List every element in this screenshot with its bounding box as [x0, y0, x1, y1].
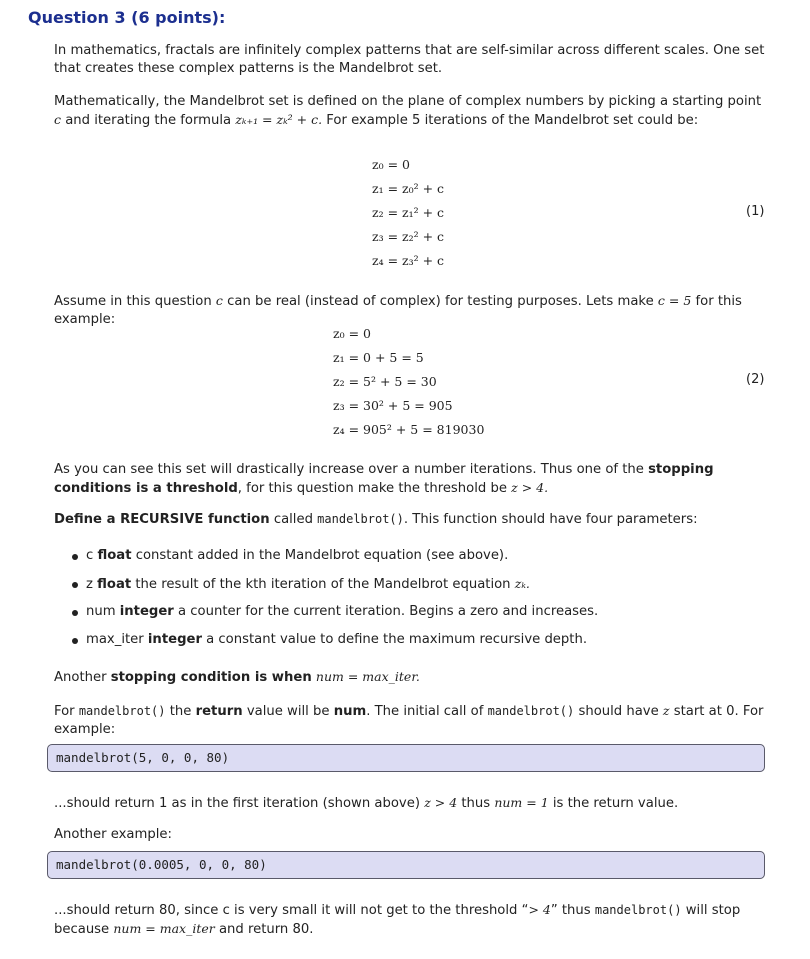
assumption-paragraph: Assume in this question c can be real (instead of complex) for testing purposes. Lets make c = 5 for this example:: [54, 293, 742, 327]
equation-number-2: (2): [746, 372, 765, 387]
equation-block-1: [372, 153, 444, 273]
another-example-label: Another example:: [54, 827, 172, 842]
threshold-paragraph: As you can see this set will drastically increase over a number iterations. Thus one of the stopping conditions is a threshold, for this question make the threshold be z > 4.: [54, 462, 714, 496]
define-paragraph: Define a RECURSIVE function called mandelbrot(). This function should have four parameters:: [54, 512, 698, 527]
stopping-condition-paragraph: Another stopping condition is when num = max_iter.: [54, 669, 420, 685]
parameter-list: [72, 546, 762, 658]
code-example-1: mandelbrot(5, 0, 0, 80): [47, 744, 765, 772]
equation-line: z₃ = z₂² + c: [372, 229, 445, 244]
result-paragraph-1: ...should return 1 as in the first iteration (shown above) z > 4 thus num = 1 is the return value.: [54, 795, 679, 811]
equation-line: z₂ = 5² + 5 = 30: [333, 374, 437, 389]
equation-block-2: [333, 322, 484, 442]
equation-line: z₀ = 0: [372, 157, 410, 172]
question-title: Question 3 (6 points):: [28, 8, 226, 27]
equation-line: z₂ = z₁² + c: [372, 205, 445, 220]
equation-line: z₄ = z₃² + c: [372, 253, 445, 268]
definition-paragraph: Mathematically, the Mandelbrot set is defined on the plane of complex numbers by picking a starting point c and iterating the formula zₖ₊₁ = zₖ² + c. For example 5 iterations of the Mandelbrot set could be:: [54, 94, 762, 128]
intro-paragraph: In mathematics, fractals are infinitely complex patterns that are self-similar across different scales. One set that creates these complex patterns is the Mandelbrot set.: [54, 43, 765, 76]
list-item: num integer a counter for the current iteration. Begins a zero and increases.: [72, 602, 762, 630]
list-item: z float the result of the kth iteration of the Mandelbrot equation zₖ.: [72, 574, 762, 602]
equation-line: z₃ = 30² + 5 = 905: [333, 398, 453, 413]
equation-line: z₀ = 0: [333, 326, 371, 341]
list-item: max_iter integer a constant value to define the maximum recursive depth.: [72, 630, 762, 658]
equation-line: z₄ = 905² + 5 = 819030: [333, 422, 485, 437]
equation-line: z₁ = 0 + 5 = 5: [333, 350, 424, 365]
equation-line: z₁ = z₀² + c: [372, 181, 445, 196]
return-paragraph: For mandelbrot() the return value will be num. The initial call of mandelbrot() should have z start at 0. For example:: [54, 703, 764, 737]
list-item: c float constant added in the Mandelbrot equation (see above).: [72, 546, 762, 574]
equation-number-1: (1): [746, 204, 765, 219]
code-example-2: mandelbrot(0.0005, 0, 0, 80): [47, 851, 765, 879]
result-paragraph-2: ...should return 80, since c is very small it will not get to the threshold “> 4” thus mandelbrot() will stop because num = max_iter and return 80.: [54, 902, 741, 937]
